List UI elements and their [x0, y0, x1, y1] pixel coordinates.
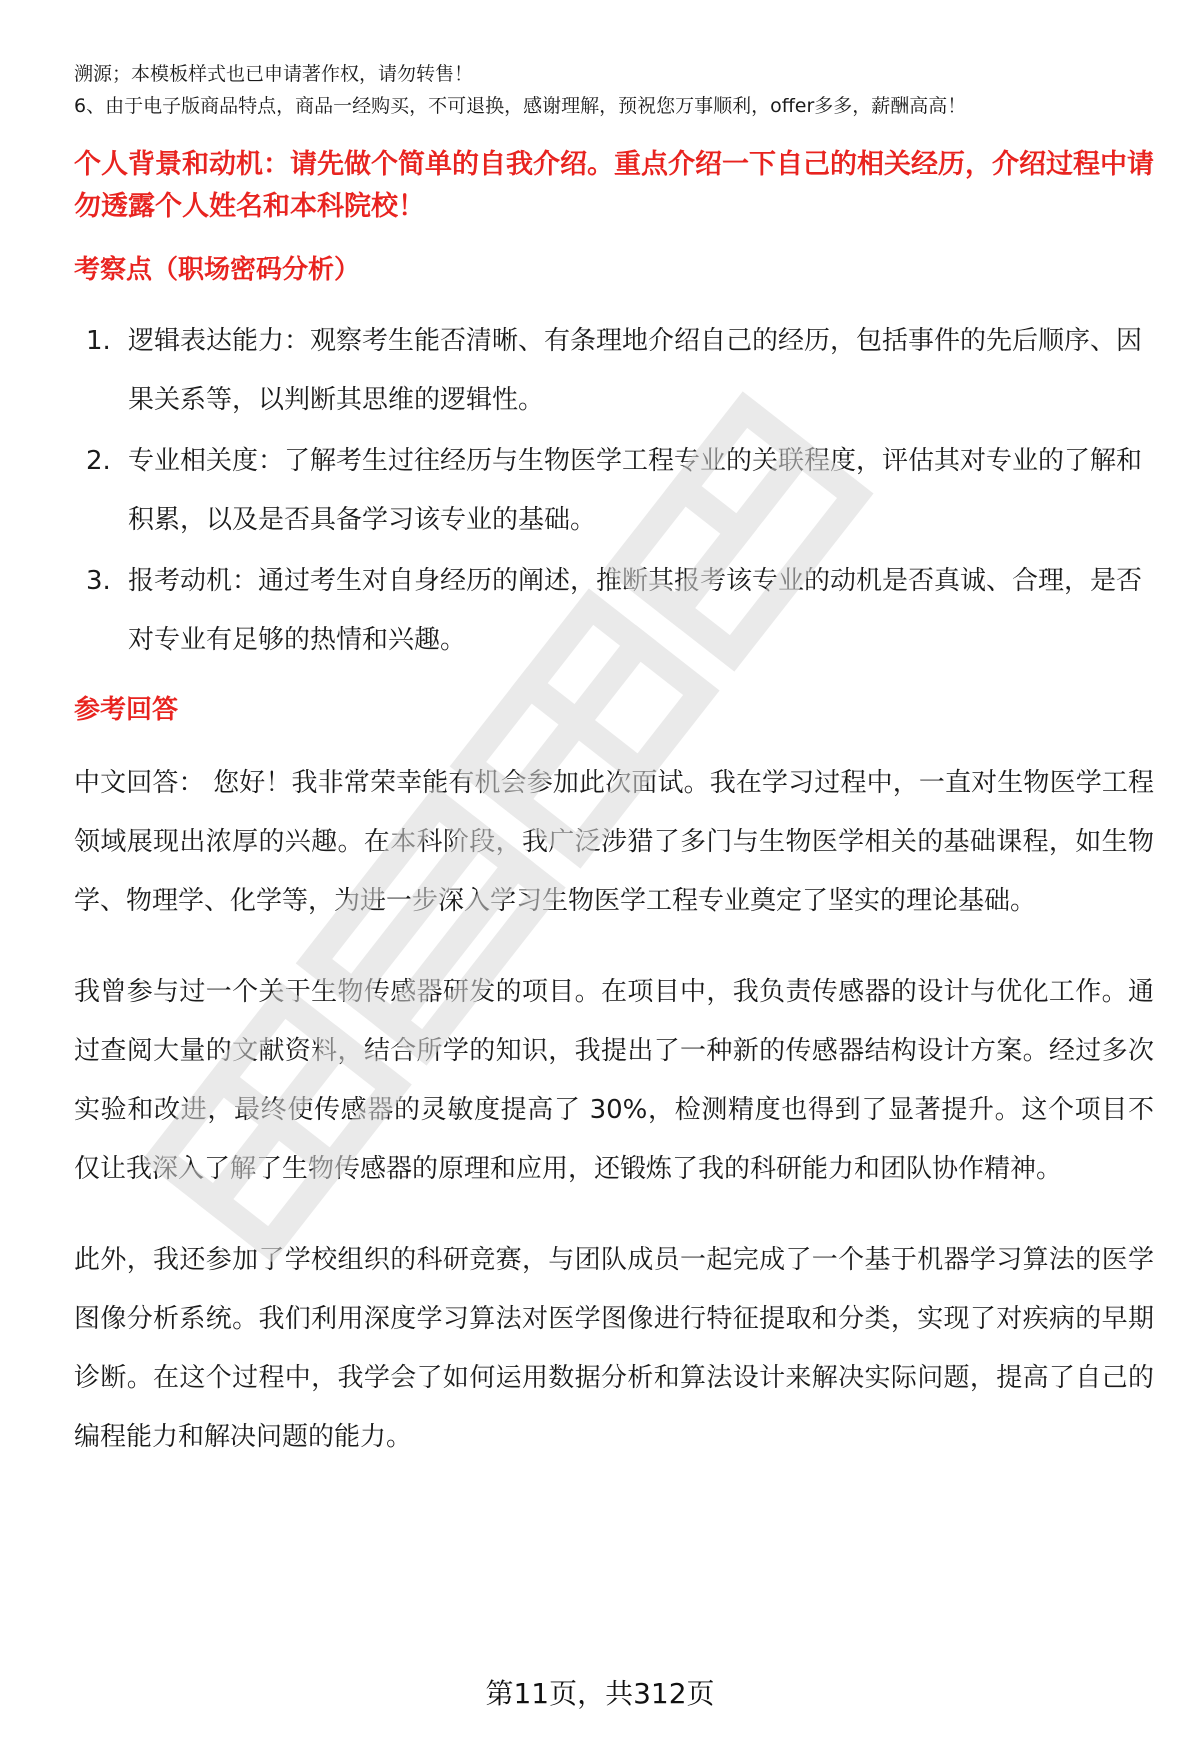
- assessment-item-text: 专业相关度：了解考生过往经历与生物医学工程专业的关联程度，评估其对专业的了解和积累，以及是否具备学习该专业的基础。: [128, 446, 1143, 535]
- assessment-item: [74, 552, 1154, 670]
- document-page: [74, 58, 1154, 1467]
- notice-line-1: 溯源；本模板样式也已申请著作权，请勿转售！: [74, 63, 474, 85]
- assessment-list: [74, 312, 1154, 670]
- answer-paragraph: 此外，我还参加了学校组织的科研竞赛，与团队成员一起完成了一个基于机器学习算法的医学图像分析系统。我们利用深度学习算法对医学图像进行特征提取和分类，实现了对疾病的早期诊断。在这个过程中，我学会了如何运用数据分析和算法设计来解决实际问题，提高了自己的编程能力和解决问题的能力。: [74, 1245, 1154, 1452]
- assessment-item-number: 2.: [86, 446, 111, 476]
- page-number-footer: 第11页，共312页: [485, 1677, 715, 1710]
- assessment-item: [74, 312, 1154, 430]
- answer-paragraph: 我曾参与过一个关于生物传感器研发的项目。在项目中，我负责传感器的设计与优化工作。通过查阅大量的文献资料，结合所学的知识，我提出了一种新的传感器结构设计方案。经过多次实验和改进，最终使传感器的灵敏度提高了 30%，检测精度也得到了显著提升。这个项目不仅让我深入了解了生物传感器的原理和应用，还锻炼了我的科研能力和团队协作精神。: [74, 977, 1154, 1184]
- notice-line-2: 6、由于电子版商品特点，商品一经购买，不可退换，感谢理解，预祝您万事顺利，offer多多，薪酬高高！: [74, 95, 967, 117]
- assessment-item-text: 逻辑表达能力：观察考生能否清晰、有条理地介绍自己的经历，包括事件的先后顺序、因果关系等，以判断其思维的逻辑性。: [128, 326, 1143, 415]
- assessment-item-text: 报考动机：通过考生对自身经历的阐述，推断其报考该专业的动机是否真诚、合理，是否对专业有足够的热情和兴趣。: [128, 566, 1143, 655]
- assessment-heading: 考察点（职场密码分析）: [74, 255, 361, 285]
- assessment-item-number: 3.: [86, 566, 111, 596]
- question-heading: 个人背景和动机：请先做个简单的自我介绍。重点介绍一下自己的相关经历，介绍过程中请勿透露个人姓名和本科院校！: [74, 149, 1154, 222]
- answer-heading: 参考回答: [74, 695, 179, 725]
- notice-block: [74, 58, 1154, 122]
- assessment-item: [74, 432, 1154, 550]
- answer-paragraph: 中文回答： 您好！我非常荣幸能有机会参加此次面试。我在学习过程中，一直对生物医学工程领域展现出浓厚的兴趣。在本科阶段，我广泛涉猎了多门与生物医学相关的基础课程，如生物学、物理学、化学等，为进一步深入学习生物医学工程专业奠定了坚实的理论基础。: [74, 768, 1154, 916]
- assessment-item-number: 1.: [86, 326, 111, 356]
